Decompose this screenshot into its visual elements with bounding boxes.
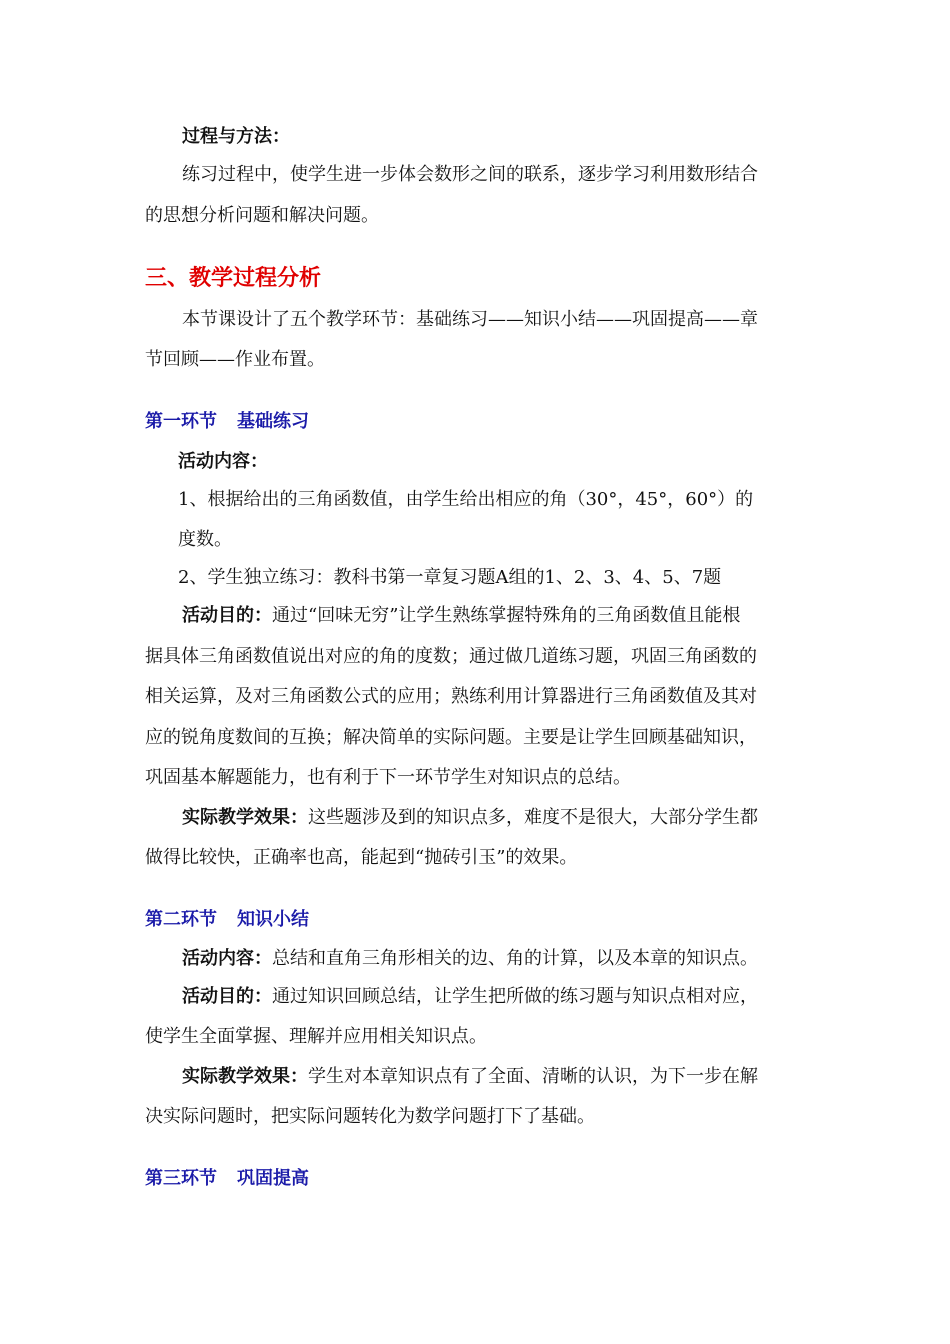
stage1-effect-label: 实际教学效果： xyxy=(182,807,308,828)
stage1-label: 第一环节 xyxy=(145,411,217,432)
stage2-effect-line-1 xyxy=(182,1065,758,1089)
section-title: 三、教学过程分析 xyxy=(145,266,322,291)
stage1-purpose-line-3: 相关运算，及对三角函数公式的应用；熟练利用计算器进行三角函数值及其对 xyxy=(145,686,757,707)
stage1-purpose-line-4: 应的锐角度数间的互换；解决简单的实际问题。主要是让学生回顾基础知识， xyxy=(145,727,757,748)
stage2-content-line xyxy=(182,947,758,971)
stage1-content-label: 活动内容： xyxy=(178,451,268,472)
stage1-effect-line-1 xyxy=(182,806,758,830)
stage2-effect-label: 实际教学效果： xyxy=(182,1066,308,1087)
process-method-line-1: 练习过程中，使学生进一步体会数形之间的联系，逐步学习利用数形结合 xyxy=(182,164,758,185)
stage2-effect-line-2: 决实际问题时，把实际问题转化为数学问题打下了基础。 xyxy=(145,1106,595,1127)
stage2-name: 知识小结 xyxy=(237,909,309,930)
stage1-name: 基础练习 xyxy=(237,411,309,432)
stage1-purpose-line-1 xyxy=(182,604,740,628)
section-intro-line-2: 节回顾——作业布置。 xyxy=(145,349,325,370)
stage1-purpose-line-5: 巩固基本解题能力，也有利于下一环节学生对知识点的总结。 xyxy=(145,767,631,788)
stage1-purpose-line-2: 据具体三角函数值说出对应的角的度数；通过做几道练习题，巩固三角函数的 xyxy=(145,646,757,667)
stage1-heading xyxy=(145,410,309,434)
process-method-heading: 过程与方法： xyxy=(182,126,290,147)
stage1-item1-line-1: 1、根据给出的三角函数值，由学生给出相应的角（30°，45°，60°）的 xyxy=(178,489,754,510)
stage2-content-label: 活动内容： xyxy=(182,948,272,969)
stage2-purpose-line-2: 使学生全面掌握、理解并应用相关知识点。 xyxy=(145,1026,487,1047)
stage1-purpose-text: 通过“回味无穷”让学生熟练掌握特殊角的三角函数值且能根 xyxy=(272,605,741,626)
stage1-item1-line-2: 度数。 xyxy=(178,529,232,550)
stage1-effect-line-2: 做得比较快，正确率也高，能起到“抛砖引玉”的效果。 xyxy=(145,847,578,868)
stage1-effect-text: 这些题涉及到的知识点多，难度不是很大，大部分学生都 xyxy=(308,807,758,828)
stage2-purpose-label: 活动目的： xyxy=(182,986,272,1007)
stage2-label: 第二环节 xyxy=(145,909,217,930)
stage3-name: 巩固提高 xyxy=(237,1168,309,1189)
stage2-purpose-text: 通过知识回顾总结，让学生把所做的练习题与知识点相对应， xyxy=(272,986,758,1007)
process-method-line-2: 的思想分析问题和解决问题。 xyxy=(145,205,379,226)
section-intro-line-1: 本节课设计了五个教学环节：基础练习——知识小结——巩固提高——章 xyxy=(182,309,758,330)
stage1-item2: 2、学生独立练习：教科书第一章复习题A组的1、2、3、4、5、7题 xyxy=(178,567,722,588)
stage1-purpose-label: 活动目的： xyxy=(182,605,272,626)
stage3-heading xyxy=(145,1167,309,1191)
stage2-effect-text: 学生对本章知识点有了全面、清晰的认识，为下一步在解 xyxy=(308,1066,758,1087)
stage3-label: 第三环节 xyxy=(145,1168,217,1189)
stage2-heading xyxy=(145,908,309,932)
stage2-purpose-line-1 xyxy=(182,985,758,1009)
stage2-content-text: 总结和直角三角形相关的边、角的计算，以及本章的知识点。 xyxy=(272,948,758,969)
